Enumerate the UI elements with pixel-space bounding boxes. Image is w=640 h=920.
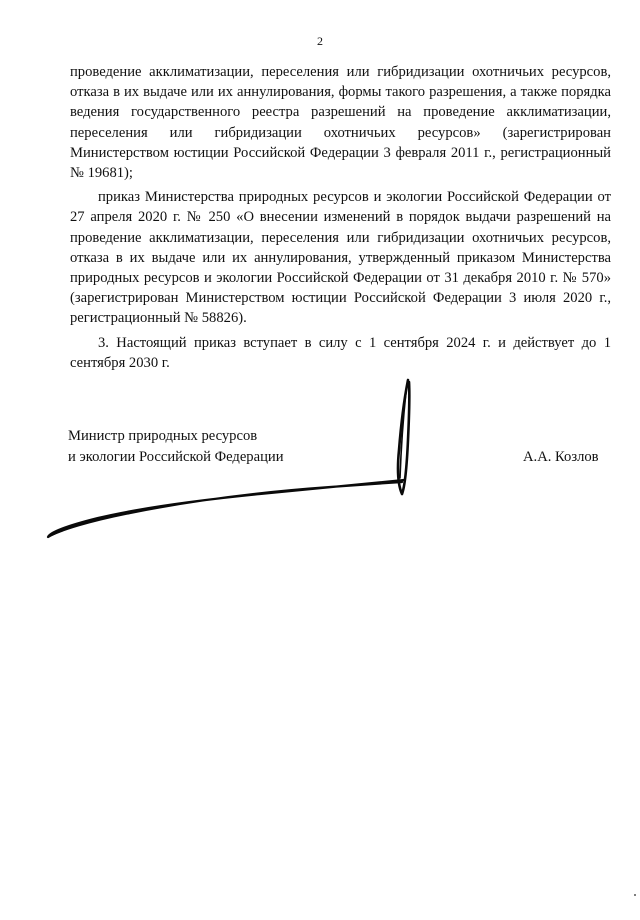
signatory-name: А.А. Козлов: [523, 449, 599, 465]
signature-sweep-stroke: [48, 480, 404, 537]
signatory-position-line-2: и экологии Российской Федерации: [68, 449, 284, 465]
signature-tail: [48, 531, 62, 537]
signature-vertical-inner: [400, 392, 406, 478]
paragraph-continuation: проведение акклиматизации, переселения или гибридизации охотничьих ресурсов, отказа в их выдаче или их аннулирования, формы такого разрешения, а также порядка ведения государственного реестра разрешений на проведение акклиматизации, переселения или гибридизации охотничьих ресурсов» (зарегистрирован Министерством юстиции Российской Федерации 3 февраля 2011 г., регистрационный № 19681);: [70, 64, 611, 182]
signatory-position: [68, 426, 284, 468]
paragraph-order-2020: приказ Министерства природных ресурсов и экологии Российской Федерации от 27 апреля 2020 г. № 250 «О внесении изменений в порядок выдачи разрешений на проведение акклиматизации, переселения или гибридизации охотничьих ресурсов, отказа в их выдаче или их аннулирования, утвержденный приказом Министерства природных ресурсов и экологии Российской Федерации от 31 декабря 2010 г. № 570» (зарегистрирован Министерством юстиции Российской Федерации 3 июля 2020 г., регистрационный № 58826).: [70, 189, 611, 327]
paragraph-effective-date: 3. Настоящий приказ вступает в силу с 1 сентября 2024 г. и действует до 1 сентября 2030 г.: [70, 334, 611, 371]
signature-vertical-stroke: [398, 380, 409, 494]
scan-mark-dot: [632, 892, 638, 898]
document-body: [70, 62, 611, 377]
signatory-position-line-1: Министр природных ресурсов: [68, 428, 258, 444]
page-number: 2: [317, 34, 323, 48]
